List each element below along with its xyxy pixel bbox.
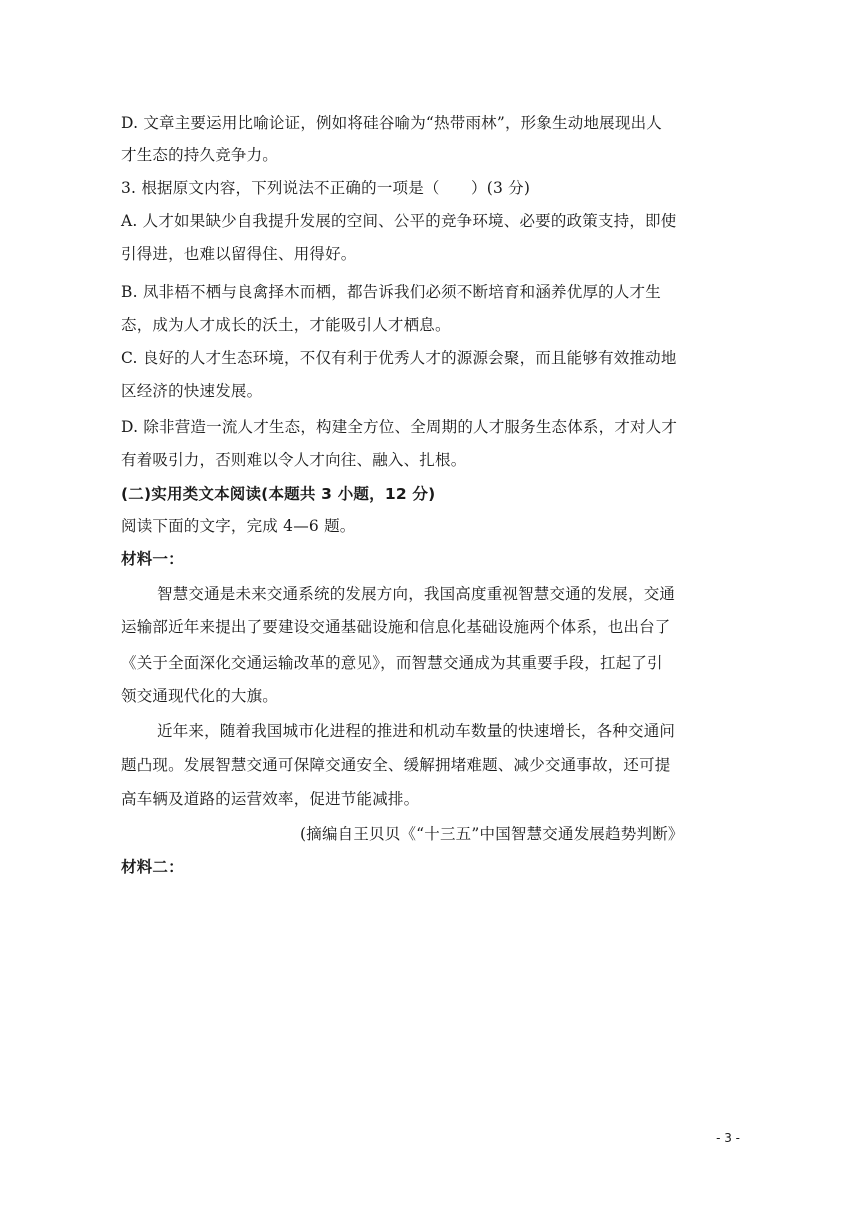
section-2-heading: (二)实用类文本阅读(本题共 3 小题，12 分) xyxy=(121,485,436,503)
material-1-p1-line-1: 智慧交通是未来交通系统的发展方向，我国高度重视智慧交通的发展，交通 xyxy=(157,585,676,603)
reading-instruction: 阅读下面的文字，完成 4—6 题。 xyxy=(121,517,356,535)
material-1-label: 材料一： xyxy=(121,550,184,568)
q3-option-c-line-2: 区经济的快速发展。 xyxy=(121,382,263,400)
material-2-label: 材料二： xyxy=(121,858,184,876)
material-1-p1-line-2: 运输部近年来提出了要建设交通基础设施和信息化基础设施两个体系，也出台了 xyxy=(121,618,671,636)
option-d-prev-line-2: 才生态的持久竞争力。 xyxy=(121,146,279,164)
q3-option-b-line-1: B. 凤非梧不栖与良禽择木而栖，都告诉我们必须不断培育和涵养优厚的人才生 xyxy=(121,283,661,301)
material-1-p1-line-4: 领交通现代化的大旗。 xyxy=(121,687,279,705)
question-3-stem: 3. 根据原文内容，下列说法不正确的一项是（ ）(3 分) xyxy=(121,179,531,197)
q3-option-c-line-1: C. 良好的人才生态环境，不仅有利于优秀人才的源源会聚，而且能够有效推动地 xyxy=(121,349,677,367)
material-1-p2-line-2: 题凸现。发展智慧交通可保障交通安全、缓解拥堵难题、减少交通事故，还可提 xyxy=(121,756,671,774)
q3-option-d-line-1: D. 除非营造一流人才生态，构建全方位、全周期的人才服务生态体系，才对人才 xyxy=(121,418,678,436)
material-1-source: (摘编自王贝贝《“十三五”中国智慧交通发展趋势判断》 xyxy=(300,825,684,843)
material-1-p1-line-3: 《关于全面深化交通运输改革的意见》，而智慧交通成为其重要手段，扛起了引 xyxy=(121,654,663,672)
q3-option-b-line-2: 态，成为人才成长的沃土，才能吸引人才栖息。 xyxy=(121,316,451,334)
page-number: - 3 - xyxy=(716,1131,740,1145)
material-1-p2-line-1: 近年来，随着我国城市化进程的推进和机动车数量的快速增长，各种交通问 xyxy=(157,722,676,740)
q3-option-a-line-2: 引得进，也难以留得住、用得好。 xyxy=(121,245,357,263)
q3-option-a-line-1: A. 人才如果缺少自我提升发展的空间、公平的竞争环境、必要的政策支持，即使 xyxy=(121,212,677,230)
q3-option-d-line-2: 有着吸引力，否则难以令人才向往、融入、扎根。 xyxy=(121,451,467,469)
material-1-p2-line-3: 高车辆及道路的运营效率，促进节能减排。 xyxy=(121,790,420,808)
option-d-prev-line-1: D. 文章主要运用比喻论证，例如将硅谷喻为“热带雨林”，形象生动地展现出人 xyxy=(121,114,662,132)
